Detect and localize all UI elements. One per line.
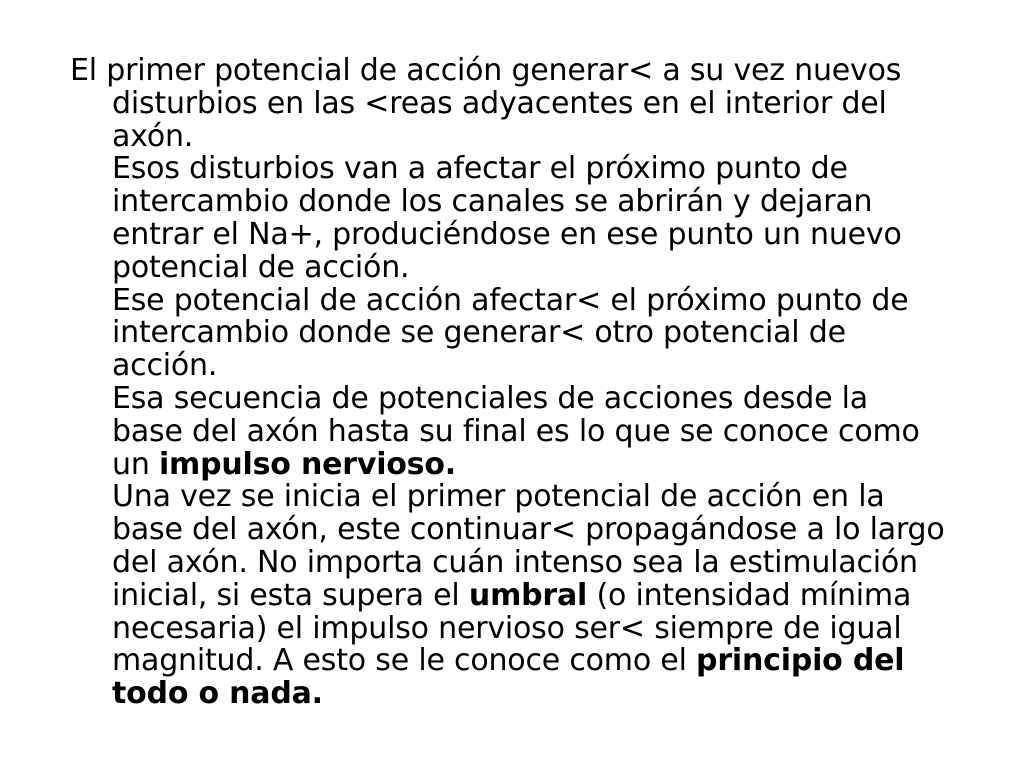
term-todo-o-nada: todo o nada. bbox=[112, 676, 323, 712]
text-segment: magnitud. A esto se le conoce como el bbox=[112, 643, 697, 679]
term-principio-del: principio del bbox=[696, 643, 905, 679]
text-line: necesaria) el impulso nervioso ser< siempre de igual bbox=[112, 610, 902, 646]
text-segment: (o intensidad mínima bbox=[587, 577, 912, 613]
term-impulso-nervioso: impulso nervioso. bbox=[158, 446, 456, 482]
text-line: acción. bbox=[112, 348, 218, 384]
text-line: base del axón hasta su final es lo que se conoce como bbox=[112, 413, 920, 449]
text-line: Esa secuencia de potenciales de acciones desde la bbox=[112, 380, 868, 416]
text-line: Ese potencial de acción afectar< el próximo punto de bbox=[112, 282, 909, 318]
text-line: El primer potencial de acción generar< a su vez nuevos bbox=[70, 53, 902, 88]
text-line: disturbios en las <reas adyacentes en el interior del bbox=[112, 85, 887, 121]
text-line bbox=[70, 446, 975, 482]
text-segment: inicial, si esta supera el bbox=[112, 577, 469, 613]
text-line: potencial de acción. bbox=[112, 249, 410, 285]
text-line: Una vez se inicia el primer potencial de acción en la bbox=[112, 479, 885, 515]
text-line: axón. bbox=[112, 118, 194, 154]
body-text bbox=[70, 55, 975, 711]
text-line bbox=[70, 577, 975, 613]
text-line: base del axón, este continuar< propagándose a lo largo bbox=[112, 512, 945, 548]
text-segment: un bbox=[112, 446, 159, 482]
text-line: intercambio donde se generar< otro potencial de bbox=[112, 315, 846, 351]
text-line bbox=[70, 678, 975, 711]
text-line: del axón. No importa cuán intenso sea la estimulación bbox=[112, 544, 918, 580]
text-line: intercambio donde los canales se abrirán y dejaran bbox=[112, 184, 873, 220]
text-line bbox=[70, 645, 975, 678]
term-umbral: umbral bbox=[468, 577, 588, 613]
text-line: Esos disturbios van a afectar el próximo punto de bbox=[112, 151, 848, 187]
text-line: entrar el Na+, produciéndose en ese punto un nuevo bbox=[112, 216, 902, 252]
